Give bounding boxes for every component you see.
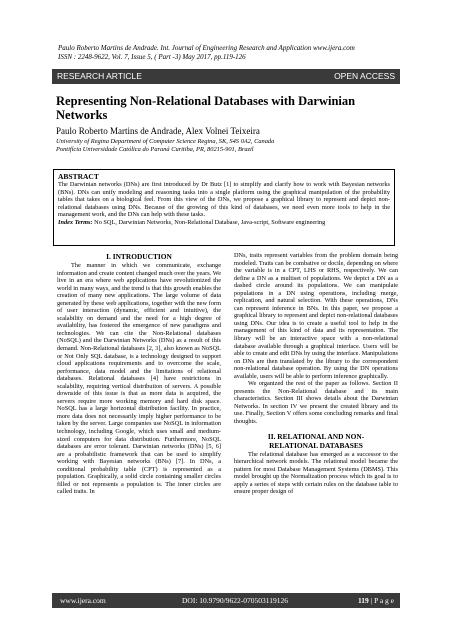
author-affiliations [56, 138, 396, 154]
journal-issn: ISSN : 2248-9622, Vol. 7, Issue 5, ( Part -3) May 2017, pp.119-126 [58, 53, 246, 61]
journal-header [58, 44, 398, 62]
paper-title: Representing Non-Relational Databases with Darwinian Networks [56, 94, 356, 122]
index-terms [58, 219, 390, 227]
section-1-heading: I. INTRODUCTION [106, 252, 172, 261]
page-number: 119 [357, 596, 369, 605]
left-column [57, 252, 221, 496]
right-column [234, 252, 398, 496]
footer-website: www.ijera.com [60, 596, 106, 605]
intro-paragraph-1: The manner in which we communicate, exchange information and create content changed much over the years. We live in an era where web applications have revolutionized the world in many ways, and the trend is that this growth enables the creation of many new applications. The large volume of data generated by these web applications, together with the new form of user interaction (dynamic, efficient and intuitive), the scalability on demand and the need for a high degree of availability, has fostered the emergence of new paradigms and technologies. We can cite the Non-Relational databases (NoSQL) and the Darwinian Networks (DNs) as a result of this demand. Non-Relational databases [2, 3], also known as NoSQL or Not Only SQL database, is a technology designed to support cloud applications requirements and to overcome the scale, performance, data model and the limitations of relational databases. Relational databases [4] have restrictions in scalability, requiring vertical distribution of servers. A possible downside of this issue is that as more data is acquired, the servers require more working memory and hard disk space. NoSQL has a large horizontal distribution facility. In practice, more data does not necessarily imply higher performance to be taken by the server. Large companies use NoSQL in information technology, including Google, which uses small and medium-sized computers for data distribution. Furthermore, NoSQL databases are error tolerant. Darwinian networks (DNs) [5, 6] are a probabilistic framework that can be used to simplify working with Bayesian networks (BNs) [7]. In DNs, a conditional probability table (CPT) is represented as a population. Graphically, a solid circle containing smaller circles filled or not represents a population is. The inner circles are called traits. In [57, 262, 221, 496]
paper-authors: Paulo Roberto Martins de Andrade, Alex Volnei Teixeira [56, 126, 260, 136]
abstract-heading: ABSTRACT [58, 172, 99, 181]
access-label: OPEN ACCESS [334, 71, 395, 81]
section-2-heading [234, 432, 398, 450]
footer-page-number [358, 593, 394, 608]
affiliation-2: Pontifícia Universidade Católica do Paraná Curitiba, PR, 80215-901, Brazil [56, 146, 254, 153]
footer-doi: DOI: 10.9790/9622-070503119126 [182, 596, 288, 605]
article-type-label: RESEARCH ARTICLE [57, 71, 142, 81]
abstract-text: The Darwinian networks (DNs) are first introduced by Dr Butz [1] to simplify and clarify how to work with Bayesian networks (BNs). DNs can unify modeling and reasoning tasks into a single platform using the graphical manipulation of the probability tables that takes on a biological feel. From this view of the DNs, we propose a graphical library to represent and depict non-relational databases using DNs. Because of the growing of this kind of databases, we need even more tools to help in the management work, and the DNs can help with these tasks. [58, 181, 390, 219]
intro-paragraph-2: DNs, traits represent variables from the problem domain being modeled. Traits can be combative or docile, depending on where the variable is in a CPT, LHS or RHS, respectively. We can define a DN as a multiset of populations. We depict a DN as a dashed circle around its populations. We can manipulate populations in a DN using operations, including merge, replication, and natural selection. With these operations, DNs can represent inference in BNs. In this paper, we propose a graphical library to represent and depict non-relational databases using DNs. Our idea is to create a useful tool to help in the management of this kind of data and its representation. The library will be an interactive space with a non-relational database available through a graphical interface. Users will be able to create and edit DNs by using the interface. Manipulations on DNs are then translated by the library to the correspondent non-relational database operation. By using the DN operations available, users will be able to perform inference graphically. [234, 252, 398, 380]
abstract-box [53, 169, 395, 246]
section-2-paragraph-1: The relational database has emerged as a successor to the hierarchical network models. The relational model became the pattern for most Database Management Systems (DBMS). This model brought up the Normalization process which its goal is to apply a series of steps with certain rules on the database table to ensure proper design of [234, 450, 398, 496]
index-terms-text: No SQL, Darwinian Networks, Non-Relational Database, Java-script, Software engineering [92, 218, 326, 226]
index-terms-label: Index Terms: [58, 218, 93, 226]
section-2-heading-line-2: RELATIONAL DATABASES [269, 440, 363, 450]
page-footer [52, 593, 400, 608]
page-suffix: | P a g e [368, 596, 394, 605]
article-banner [52, 69, 400, 84]
journal-citation: Paulo Roberto Martins de Andrade. Int. Journal of Engineering Research and Application www.ijera.com [58, 44, 355, 52]
affiliation-1: University of Regina Department of Computer Science Regina, SK, S4S 0A2, Canada [56, 138, 275, 145]
intro-paragraph-3: We organized the rest of the paper as follows. Section II presents the Non-Relational database and its main characteristics. Section III shows details about the Darwinian Networks. In section IV we present the created library and its use. Finally, Section V offers some concluding remarks and final thoughts. [234, 380, 398, 426]
section-2-heading-line-1: II. RELATIONAL AND NON- [267, 431, 365, 441]
